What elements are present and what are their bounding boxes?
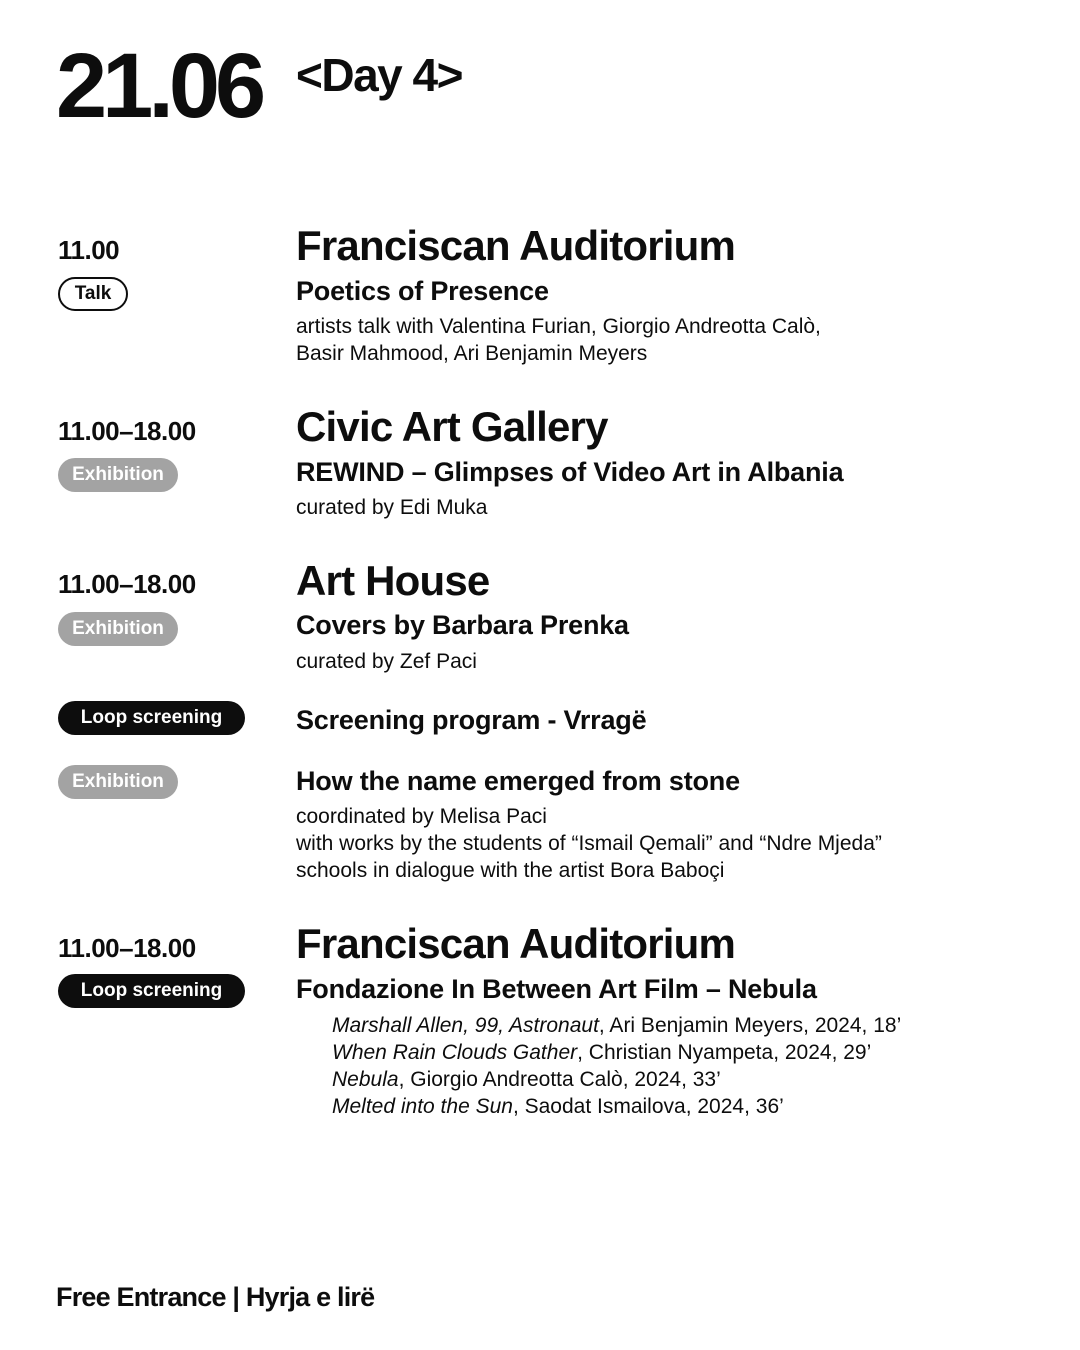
event-description: artists talk with Valentina Furian, Giorgio Andreotta Calò, Basir Mahmood, Ari Benjamin Meyers <box>296 315 821 365</box>
event-title: Poetics of Presence <box>296 276 549 306</box>
film-item: Marshall Allen, 99, Astronaut, Ari Benjamin Meyers, 2024, 18’ <box>332 1014 902 1037</box>
day-label: <Day 4> <box>296 49 462 101</box>
event-description: curated by Zef Paci <box>296 650 477 673</box>
event-description: coordinated by Melisa Paci with works by the students of “Ismail Qemali” and “Ndre Mjeda” schools in dialogue with the artist Bora Baboçi <box>296 805 882 882</box>
event-description: curated by Edi Muka <box>296 496 488 519</box>
badge-loop-screening: Loop screening <box>58 974 245 1008</box>
event-title: Screening program - Vrragë <box>296 705 647 735</box>
venue-title: Civic Art Gallery <box>296 403 608 450</box>
film-item: When Rain Clouds Gather, Christian Nyampeta, 2024, 29’ <box>332 1041 872 1064</box>
film-item: Melted into the Sun, Saodat Ismailova, 2024, 36’ <box>332 1095 784 1118</box>
film-list <box>332 1012 901 1120</box>
badge-exhibition: Exhibition <box>58 612 178 646</box>
venue-title: Franciscan Auditorium <box>296 920 736 967</box>
date-heading: 21.06 <box>56 35 262 137</box>
event-time: 11.00 <box>58 235 120 265</box>
event-title: REWIND – Glimpses of Video Art in Albania <box>296 457 844 487</box>
event-time: 11.00–18.00 <box>58 416 196 446</box>
badge-exhibition: Exhibition <box>58 765 178 799</box>
event-title: How the name emerged from stone <box>296 766 740 796</box>
badge-exhibition: Exhibition <box>58 458 178 492</box>
venue-title: Franciscan Auditorium <box>296 222 736 269</box>
footer-free-entrance: Free Entrance | Hyrja e lirë <box>56 1282 375 1312</box>
event-title: Fondazione In Between Art Film – Nebula <box>296 974 817 1004</box>
badge-talk: Talk <box>58 277 128 311</box>
film-item: Nebula, Giorgio Andreotta Calò, 2024, 33’ <box>332 1068 721 1091</box>
event-time: 11.00–18.00 <box>58 933 196 963</box>
badge-loop-screening: Loop screening <box>58 701 245 735</box>
venue-title: Art House <box>296 557 490 604</box>
event-title: Covers by Barbara Prenka <box>296 610 629 640</box>
event-time: 11.00–18.00 <box>58 569 196 599</box>
